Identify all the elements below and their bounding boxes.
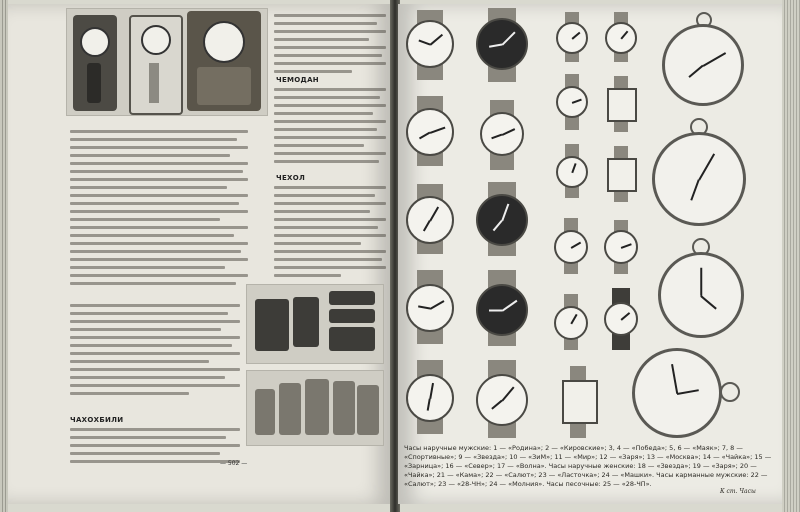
suitcase-icon: [329, 291, 375, 305]
text-column-left-bottom: [70, 428, 240, 468]
wristwatch-icon: [472, 360, 532, 438]
wristwatch-icon: [404, 96, 456, 166]
wristwatch-icon: [602, 12, 640, 62]
suitcase-icon: [279, 383, 301, 435]
wristwatch-icon: [404, 184, 456, 254]
suitcase-icon: [357, 385, 379, 435]
heading-chekhol: ЧЕХОЛ: [276, 174, 306, 182]
wristwatch-icon: [472, 270, 532, 346]
wall-clock-icon: [187, 11, 261, 111]
wristwatch-icon: [550, 218, 592, 274]
right-page: [398, 4, 782, 504]
wristwatch-icon: [552, 144, 592, 198]
wristwatch-icon: [602, 76, 640, 132]
text-column-left-lower: [70, 304, 240, 400]
heading-chakhokhbili: ЧАХОХБИЛИ: [70, 416, 124, 424]
wristwatch-icon: [600, 220, 642, 274]
cases-photo: [246, 370, 384, 446]
book-edge-left: [0, 0, 8, 512]
text-column-lower: [274, 186, 386, 282]
wristwatch-icon: [558, 366, 598, 438]
wristwatch-icon: [404, 10, 456, 80]
wristwatch-icon: [472, 8, 532, 82]
figure-caption: Часы наручные мужские: 1 — «Родина»; 2 — «Кировские»; 3, 4 — «Победа»; 5, 6 — «Маяк»; 7, 8 — «Спортивные»; 9 — «Звезда»; 10 — «ЗиМ»; 11 — «Мир»; 12 — «Заря»; 13 — «Москва»; 14 — «Чайка»; 15 — «Зарница»; 16 — «Север»; 17 — «Волна». Часы наручные женские: 18 — «Звезда»; 19 — «Заря»; 20 — «Чайка»; 21 — «Кама»; 22 — «Салют»; 23 — «Ласточка»; 24 — «Машки». Часы карманные мужские: 22 — «Салют»; 23 — «28-ЧН»; 24 — «Молния». Часы песочные: 25 — «28-ЧП».: [404, 444, 772, 488]
wristwatch-icon: [554, 12, 590, 62]
wristwatch-icon: [404, 360, 456, 434]
text-column-left: [70, 130, 248, 290]
wristwatch-icon: [602, 146, 640, 202]
wall-clock-icon: [129, 15, 183, 115]
wristwatch-icon: [550, 294, 592, 350]
suitcase-icon: [333, 381, 355, 435]
suitcase-icon: [255, 299, 289, 351]
text-column-top: [274, 14, 386, 78]
suitcases-photo: [246, 284, 384, 364]
suitcase-icon: [329, 327, 375, 351]
left-page: [8, 4, 392, 504]
suitcase-icon: [329, 309, 375, 323]
book-edge-right: [782, 0, 800, 512]
wall-clock-icon: [73, 15, 117, 111]
suitcase-icon: [255, 389, 275, 435]
suitcase-icon: [293, 297, 319, 347]
page-number: — 502 —: [220, 460, 248, 467]
wristwatch-icon: [472, 182, 532, 256]
wall-clocks-photo: [66, 8, 268, 116]
page-corner-label: К ст. Часы: [720, 488, 756, 495]
wristwatch-icon: [600, 288, 642, 350]
wristwatch-icon: [476, 100, 528, 170]
wristwatch-icon: [552, 74, 592, 130]
heading-chemodan: ЧЕМОДАН: [276, 76, 319, 84]
wristwatch-icon: [404, 270, 456, 344]
suitcase-icon: [305, 379, 329, 435]
text-column-mid: [274, 88, 386, 168]
